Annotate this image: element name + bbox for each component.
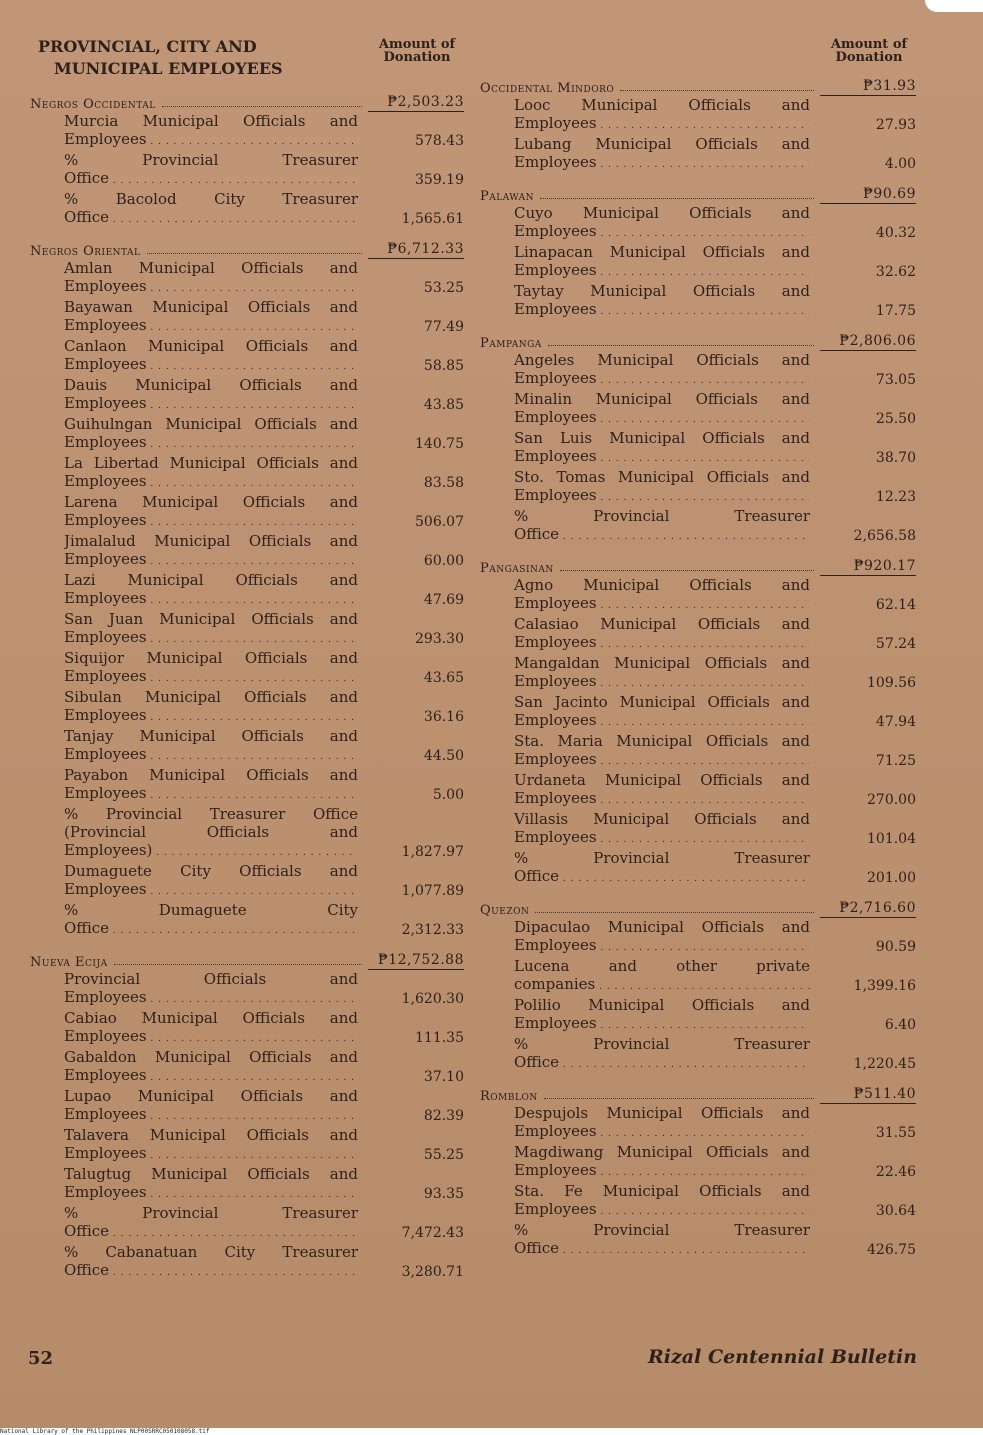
province-total: ₱6,712.33 [368,241,464,259]
entry-amount: 201.00 [867,870,916,886]
entry-amount: 426.75 [867,1242,916,1258]
donation-entry [30,493,464,532]
title-line-2: MUNICIPAL EMPLOYEES [54,59,283,78]
entry-amount: 270.00 [867,792,916,808]
province-name: Romblon [480,1089,538,1104]
entry-amount: 109.56 [867,675,916,691]
entry-label: % Cabanatuan City Treasurer Office . . . [64,1243,358,1282]
donation-entry [30,766,464,805]
entry-label: Urdaneta Municipal Officials and Employees . . . [514,771,810,810]
section-nueva-ecija [30,946,464,1282]
donation-entry [480,429,916,468]
right-column-header [480,36,916,72]
donation-entry [480,282,916,321]
entry-amount: 73.05 [875,372,916,388]
entry-label: Amlan Municipal Officials and Employees . . . [64,259,358,298]
section-header [30,235,464,259]
entry-label: Dauis Municipal Officials and Employees . . . [64,376,358,415]
section-occidental-mindoro [480,72,916,174]
entry-amount: 2,656.58 [853,528,916,544]
entry-amount: 293.30 [415,631,464,647]
donation-entry [480,810,916,849]
entry-label: Dumaguete City Officials and Employees . . . [64,862,358,901]
entry-amount: 4.00 [884,156,916,172]
entry-label: Villasis Municipal Officials and Employees . . . [514,810,810,849]
donation-entry [480,351,916,390]
province-name: Palawan [480,189,535,204]
entry-label: Talavera Municipal Officials and Employees . . . [64,1126,358,1165]
entry-amount: 17.75 [875,303,916,319]
entry-amount: 44.50 [423,748,464,764]
donation-entry [480,135,916,174]
entry-label: Looc Municipal Officials and Employees . . . [514,96,810,135]
donation-entry [30,649,464,688]
donation-entry [480,1104,916,1143]
entry-amount: 6.40 [884,1017,916,1033]
entry-amount: 22.46 [875,1164,916,1180]
donation-entry [480,615,916,654]
entry-amount: 1,220.45 [853,1056,916,1072]
province-name: Negros Oriental [30,244,141,259]
entry-amount: 12.23 [875,489,916,505]
entry-label: Tanjay Municipal Officials and Employees . . . [64,727,358,766]
entry-label: % Provincial Treasurer Office . . . [514,1035,810,1074]
donation-entry [30,1048,464,1087]
entry-amount: 1,399.16 [853,978,916,994]
entry-label: Minalin Municipal Officials and Employees . . . [514,390,810,429]
donation-entry [30,415,464,454]
section-palawan [480,180,916,321]
donation-entry [30,151,464,190]
entry-label: San Juan Municipal Officials and Employees . . . [64,610,358,649]
section-negros-occidental [30,88,464,229]
entry-label: Mangaldan Municipal Officials and Employees . . . [514,654,810,693]
entry-amount: 30.64 [875,1203,916,1219]
entry-amount: 1,620.30 [401,991,464,1007]
entry-amount: 25.50 [875,411,916,427]
entry-amount: 578.43 [415,133,464,149]
leader-dots [162,105,362,107]
entry-amount: 111.35 [415,1030,464,1046]
entry-label: Gabaldon Municipal Officials and Employees . . . [64,1048,358,1087]
province-total: ₱31.93 [820,78,916,96]
donation-entry [30,727,464,766]
entry-label: % Provincial Treasurer Office . . . [64,1204,358,1243]
donation-entry [30,1204,464,1243]
section-header [30,946,464,970]
left-column-header [30,36,464,88]
donation-entry [30,337,464,376]
entry-label: Magdiwang Municipal Officials and Employees . . . [514,1143,810,1182]
donation-entry [30,112,464,151]
entry-label: Dipaculao Municipal Officials and Employees . . . [514,918,810,957]
entry-amount: 37.10 [423,1069,464,1085]
leader-dots [544,1097,814,1099]
province-name: Negros Occidental [30,97,156,112]
donation-entry [480,468,916,507]
entry-amount: 55.25 [423,1147,464,1163]
donation-entry [480,576,916,615]
entry-amount: 62.14 [875,597,916,613]
donation-entry [480,693,916,732]
entry-amount: 1,077.89 [401,883,464,899]
entry-label: % Provincial Treasurer Office . . . [64,151,358,190]
leader-dots [560,569,814,571]
section-romblon [480,1080,916,1260]
entry-label: Lupao Municipal Officials and Employees . . . [64,1087,358,1126]
entry-label: Lazi Municipal Officials and Employees . . . [64,571,358,610]
section-header [480,72,916,96]
province-name: Quezon [480,903,530,918]
donation-entry [480,732,916,771]
section-header [30,88,464,112]
section-pampanga [480,327,916,546]
donation-entry [480,96,916,135]
province-total: ₱12,752.88 [368,952,464,970]
donation-entry [480,1035,916,1074]
donation-entry [30,1087,464,1126]
section-header [480,327,916,351]
entry-amount: 83.58 [423,475,464,491]
section-header [480,1080,916,1104]
left-sections [30,88,464,1282]
entry-amount: 93.35 [423,1186,464,1202]
entry-label: Cuyo Municipal Officials and Employees . . . [514,204,810,243]
entry-label: % Provincial Treasurer Office . . . [514,1221,810,1260]
donation-entry [30,610,464,649]
entry-amount: 3,280.71 [401,1264,464,1280]
donation-entry [480,957,916,996]
entry-amount: 5.00 [432,787,464,803]
entry-amount: 506.07 [415,514,464,530]
leader-dots [540,197,814,199]
amount-column-header: Amount of Donation [378,37,456,65]
province-total: ₱2,716.60 [820,900,916,918]
entry-amount: 82.39 [423,1108,464,1124]
province-name: Nueva Ecija [30,955,108,970]
donation-entry [480,243,916,282]
donation-entry [30,1009,464,1048]
entry-amount: 71.25 [875,753,916,769]
donation-entry [30,376,464,415]
donation-entry [30,862,464,901]
entry-label: Guihulngan Municipal Officials and Employees . . . [64,415,358,454]
province-name: Pangasinan [480,561,554,576]
donation-entry [30,298,464,337]
province-name: Pampanga [480,336,542,351]
right-sections [480,72,916,1260]
publication-title: Rizal Centennial Bulletin [648,1346,918,1368]
entry-label: Agno Municipal Officials and Employees . . . [514,576,810,615]
section-header [480,894,916,918]
entry-label: Murcia Municipal Officials and Employees . . . [64,112,358,151]
entry-label: Angeles Municipal Officials and Employees . . . [514,351,810,390]
leader-dots [147,252,362,254]
entry-amount: 57.24 [875,636,916,652]
donation-entry [30,532,464,571]
entry-amount: 140.75 [415,436,464,452]
donation-entry [30,805,464,862]
province-name: Occidental Mindoro [480,81,615,96]
entry-label: Taytay Municipal Officials and Employees . . . [514,282,810,321]
entry-label: Despujols Municipal Officials and Employees . . . [514,1104,810,1143]
leader-dots [535,911,814,913]
donation-entry [480,1221,916,1260]
donation-entry [30,1165,464,1204]
donation-entry [30,259,464,298]
entry-amount: 43.65 [423,670,464,686]
left-column [30,36,464,1288]
entry-label: Payabon Municipal Officials and Employees . . . [64,766,358,805]
section-header [480,180,916,204]
section-quezon [480,894,916,1074]
donation-entry [30,571,464,610]
province-total: ₱920.17 [820,558,916,576]
entry-amount: 58.85 [423,358,464,374]
entry-label: Larena Municipal Officials and Employees . . . [64,493,358,532]
entry-amount: 90.59 [875,939,916,955]
entry-label: Lubang Municipal Officials and Employees . . . [514,135,810,174]
entry-label: % Provincial Treasurer Office (Provincial Officials and Employees) . . . [64,805,358,862]
entry-label: Bayawan Municipal Officials and Employees . . . [64,298,358,337]
page-title [38,36,283,80]
entry-amount: 27.93 [875,117,916,133]
entry-amount: 1,827.97 [401,844,464,860]
entry-label: Calasiao Municipal Officials and Employees . . . [514,615,810,654]
donation-entry [30,454,464,493]
entry-label: San Jacinto Municipal Officials and Employees . . . [514,693,810,732]
donation-entry [480,771,916,810]
donation-entry [30,190,464,229]
donation-entry [480,654,916,693]
donation-entry [480,1182,916,1221]
section-pangasinan [480,552,916,888]
right-column [480,36,916,1266]
entry-amount: 53.25 [423,280,464,296]
donation-entry [480,390,916,429]
entry-label: Sibulan Municipal Officials and Employees . . . [64,688,358,727]
entry-amount: 7,472.43 [401,1225,464,1241]
province-total: ₱90.69 [820,186,916,204]
entry-amount: 43.85 [423,397,464,413]
leader-dots [620,89,814,91]
entry-amount: 77.49 [423,319,464,335]
province-total: ₱2,503.23 [368,94,464,112]
province-total: ₱2,806.06 [820,333,916,351]
entry-label: % Dumaguete City Office . . . [64,901,358,940]
donation-entry [480,849,916,888]
entry-label: Polilio Municipal Officials and Employees . . . [514,996,810,1035]
entry-label: Cabiao Municipal Officials and Employees . . . [64,1009,358,1048]
entry-amount: 47.69 [423,592,464,608]
entry-label: La Libertad Municipal Officials and Employees . . . [64,454,358,493]
amount-column-header: Amount of Donation [830,37,908,65]
entry-amount: 1,565.61 [401,211,464,227]
entry-label: Siquijor Municipal Officials and Employees . . . [64,649,358,688]
entry-amount: 38.70 [875,450,916,466]
section-negros-oriental [30,235,464,940]
entry-label: % Bacolod City Treasurer Office . . . [64,190,358,229]
donation-entry [30,1243,464,1282]
section-header [480,552,916,576]
donation-entry [30,970,464,1009]
entry-amount: 60.00 [423,553,464,569]
entry-amount: 31.55 [875,1125,916,1141]
leader-dots [114,963,362,965]
entry-label: % Provincial Treasurer Office . . . [514,849,810,888]
entry-label: Linapacan Municipal Officials and Employees . . . [514,243,810,282]
entry-label: Jimalalud Municipal Officials and Employees . . . [64,532,358,571]
entry-amount: 359.19 [415,172,464,188]
title-line-1: PROVINCIAL, CITY AND [38,37,257,56]
entry-amount: 101.04 [867,831,916,847]
entry-amount: 32.62 [875,264,916,280]
entry-label: Sta. Fe Municipal Officials and Employees . . . [514,1182,810,1221]
entry-label: Provincial Officials and Employees . . . [64,970,358,1009]
province-total: ₱511.40 [820,1086,916,1104]
entry-label: Sta. Maria Municipal Officials and Employees . . . [514,732,810,771]
donation-entry [30,688,464,727]
leader-dots [548,344,814,346]
entry-label: Canlaon Municipal Officials and Employees . . . [64,337,358,376]
entry-amount: 36.16 [423,709,464,725]
page-number: 52 [28,1348,54,1369]
scan-label: National Library of the Philippines NLP00SRRC050108058.tif [0,1428,983,1435]
donation-entry [480,507,916,546]
donation-entry [480,918,916,957]
donation-entry [480,996,916,1035]
entry-label: % Provincial Treasurer Office . . . [514,507,810,546]
entry-label: Lucena and other private companies . . . [514,957,810,996]
entry-amount: 40.32 [875,225,916,241]
donation-entry [480,1143,916,1182]
entry-amount: 47.94 [875,714,916,730]
donation-entry [30,1126,464,1165]
donation-entry [30,901,464,940]
donation-entry [480,204,916,243]
entry-amount: 2,312.33 [401,922,464,938]
entry-label: Sto. Tomas Municipal Officials and Employees . . . [514,468,810,507]
entry-label: San Luis Municipal Officials and Employees . . . [514,429,810,468]
torn-corner [925,0,983,12]
entry-label: Talugtug Municipal Officials and Employees . . . [64,1165,358,1204]
